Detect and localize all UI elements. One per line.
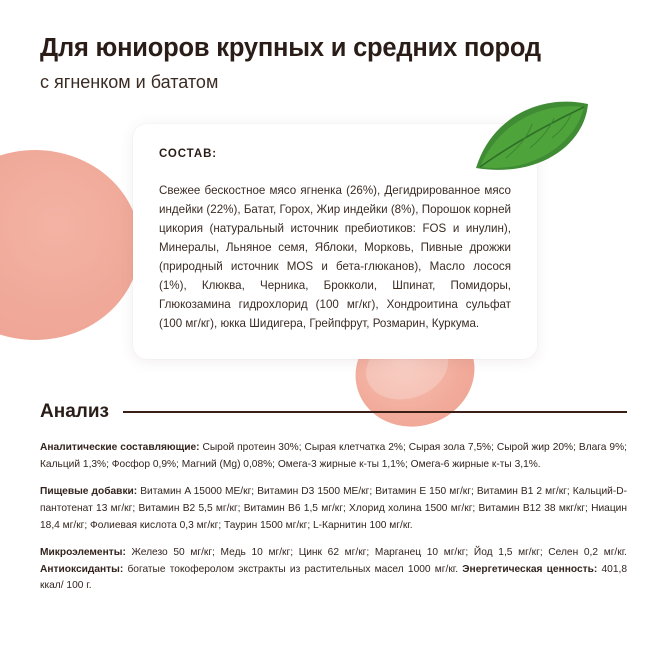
analysis-row-trace-elements xyxy=(40,545,627,595)
analysis-row-value: Витамин A 15000 МЕ/кг; Витамин D3 1500 МЕ/кг; Витамин E 150 мг/кг; Витамин B1 2 мг/кг; Кальций-D-пантотенат 13 мг/кг; Витамин B2 5,5 мг/кг; Витамин B6 1,5 мг/кг; Хлорид холина 1500 мг/кг; Витамин B12 38 мкг/кг; Ниацин 18,4 мг/кг; Фолиевая кислота 0,3 мг/кг; Таурин 1500 мг/кг; L-Карнитин 100 мг/кг. xyxy=(40,486,627,531)
analysis-heading-row xyxy=(40,401,627,423)
basil-leaf-icon xyxy=(472,98,592,176)
analysis-section xyxy=(40,401,627,594)
salmon-fillet-top-decoration xyxy=(0,150,140,340)
analysis-body xyxy=(40,440,627,594)
page-subtitle: с ягненком и бататом xyxy=(40,72,219,93)
analysis-row-analytical xyxy=(40,440,627,473)
page-title: Для юниоров крупных и средних пород xyxy=(40,34,541,62)
analysis-row-label: Пищевые добавки: xyxy=(40,486,138,498)
composition-card-title: СОСТАВ: xyxy=(159,148,218,161)
analysis-row-value: Сырой протеин 30%; Сырая клетчатка 2%; Сырая зола 7,5%; Сырой жир 20%; Влага 9%; Кальций 1,3%; Фосфор 0,9%; Магний (Mg) 0,08%; Омега-3 жирные к-ты 1,1%; Омега-6 жирные к-ты 3,1%. xyxy=(40,442,627,470)
analysis-row-label: Аналитические составляющие: xyxy=(40,442,200,454)
analysis-row-label: Энергетическая ценность: xyxy=(462,563,598,575)
analysis-row-value: 401,8 ккал/ 100 г. xyxy=(40,563,627,592)
analysis-row-additives xyxy=(40,484,627,534)
analysis-heading: Анализ xyxy=(40,401,109,423)
analysis-row-value: богатые токоферолом экстракты из растительных масел 1000 мг/кг. xyxy=(123,563,463,575)
composition-card-text: Свежее бескостное мясо ягненка (26%), Дегидрированное мясо индейки (22%), Батат, Горох, Жир индейки (8%), Порошок корней цикория (натуральный источник пребиотиков: FOS и инулин), Минералы, Льняное семя, Яблоки, Морковь, Пивные дрожжи (природный источник MOS и бета-глюканов), Масло лосося (1%), Клюква, Черника, Брокколи, Шпинат, Помидоры, Глюкозамина гидрохлорид (100 мг/кг), Хондроитина сульфат (100 мг/кг), юкка Шидигера, Грейпфрут, Розмарин, Куркума. xyxy=(159,184,511,330)
analysis-row-label: Микроэлементы: xyxy=(40,547,126,559)
analysis-divider xyxy=(123,411,627,413)
analysis-row-value: Железо 50 мг/кг; Медь 10 мг/кг; Цинк 62 мг/кг; Марганец 10 мг/кг; Йод 1,5 мг/кг; Селен 0,2 мг/кг. xyxy=(125,547,627,559)
page-header xyxy=(0,0,667,93)
analysis-row-label: Антиоксиданты: xyxy=(40,563,124,575)
